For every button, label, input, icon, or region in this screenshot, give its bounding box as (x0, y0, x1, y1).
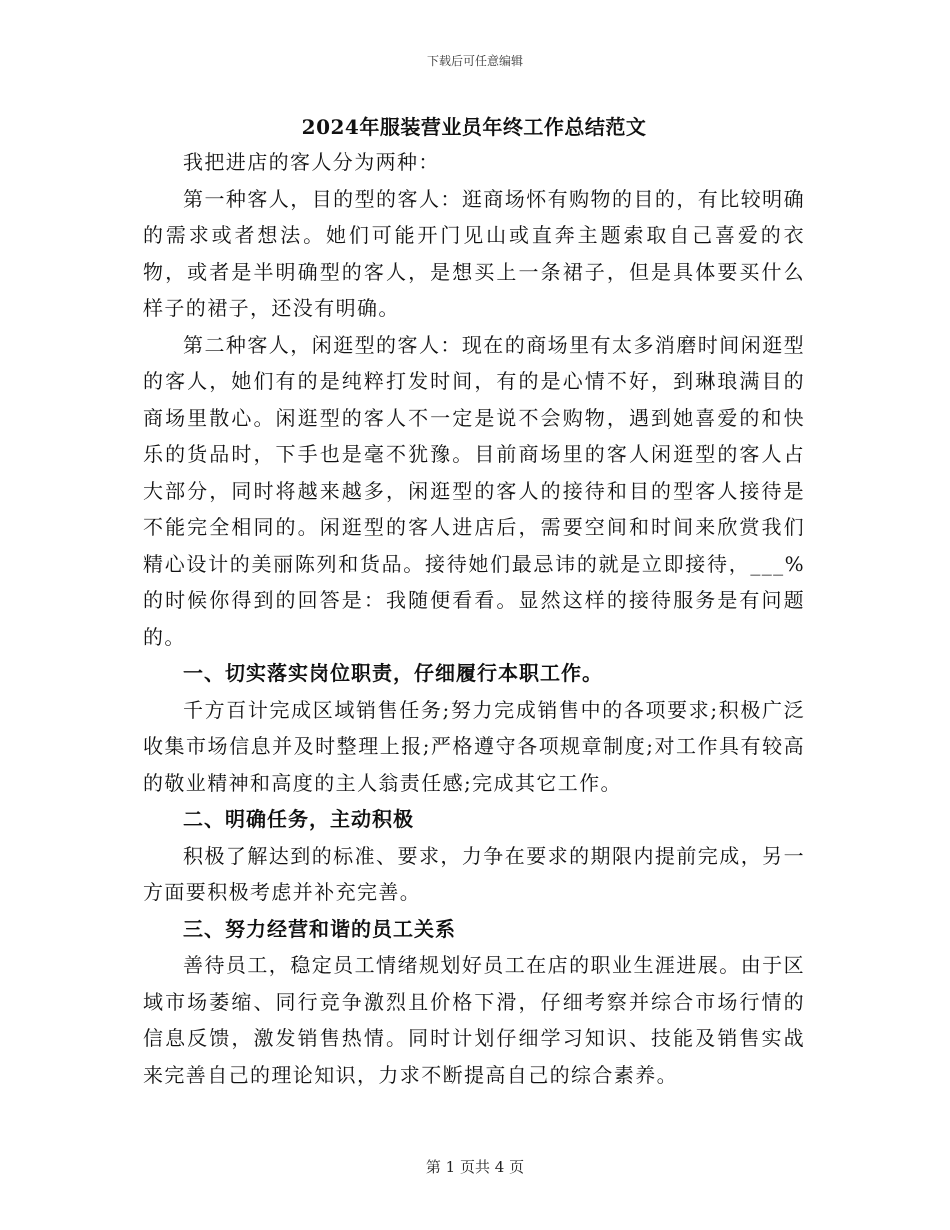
paragraph-customer-type-1: 第一种客人，目的型的客人：逛商场怀有购物的目的，有比较明确的需求或者想法。她们可能开门见山或直奔主题索取自己喜爱的衣物，或者是半明确型的客人，是想买上一条裙子，但是具体要买什么样子的裙子，还没有明确。 (143, 186, 805, 320)
page-number: 第 1 页共 4 页 (425, 1158, 525, 1176)
section-heading-3: 三、努力经营和谐的员工关系 (183, 916, 456, 941)
section-body-1: 千方百计完成区域销售任务;努力完成销售中的各项要求;积极广泛收集市场信息并及时整理上报;严格遵守各项规章制度;对工作具有较高的敬业精神和高度的主人翁责任感;完成其它工作。 (143, 697, 805, 795)
paragraph-intro: 我把进店的客人分为两种： (183, 150, 440, 174)
paragraph-customer-type-2: 第二种客人，闲逛型的客人：现在的商场里有太多消磨时间闲逛型的客人，她们有的是纯粹打发时间，有的是心情不好，到琳琅满目的商场里散心。闲逛型的客人不一定是说不会购物，遇到她喜爱的和快乐的货品时，下手也是毫不犹豫。目前商场里的客人闲逛型的客人占大部分，同时将越来越多，闲逛型的客人的接待和目的型客人接待是不能完全相同的。闲逛型的客人进店后，需要空间和时间来欣赏我们精心设计的美丽陈列和货品。接待她们最忌讳的就是立即接待，___%的时候你得到的回答是：我随便看看。显然这样的接待服务是有问题的。 (143, 332, 805, 649)
header-note: 下载后可任意编辑 (426, 54, 523, 68)
document-title: 2024年服装营业员年终工作总结范文 (301, 115, 647, 139)
section-body-2: 积极了解达到的标准、要求，力争在要求的期限内提前完成，另一方面要积极考虑并补充完善。 (143, 843, 805, 904)
document-body (143, 112, 805, 1093)
section-heading-2: 二、明确任务，主动积极 (183, 807, 414, 831)
section-body-3: 善待员工，稳定员工情绪规划好员工在店的职业生涯进展。由于区域市场萎缩、同行竞争激烈且价格下滑，仔细考察并综合市场行情的信息反馈，激发销售热情。同时计划仔细学习知识、技能及销售实战来完善自己的理论知识，力求不断提高自己的综合素养。 (143, 953, 805, 1087)
section-heading-1: 一、切实落实岗位职责，仔细履行本职工作。 (183, 661, 603, 685)
